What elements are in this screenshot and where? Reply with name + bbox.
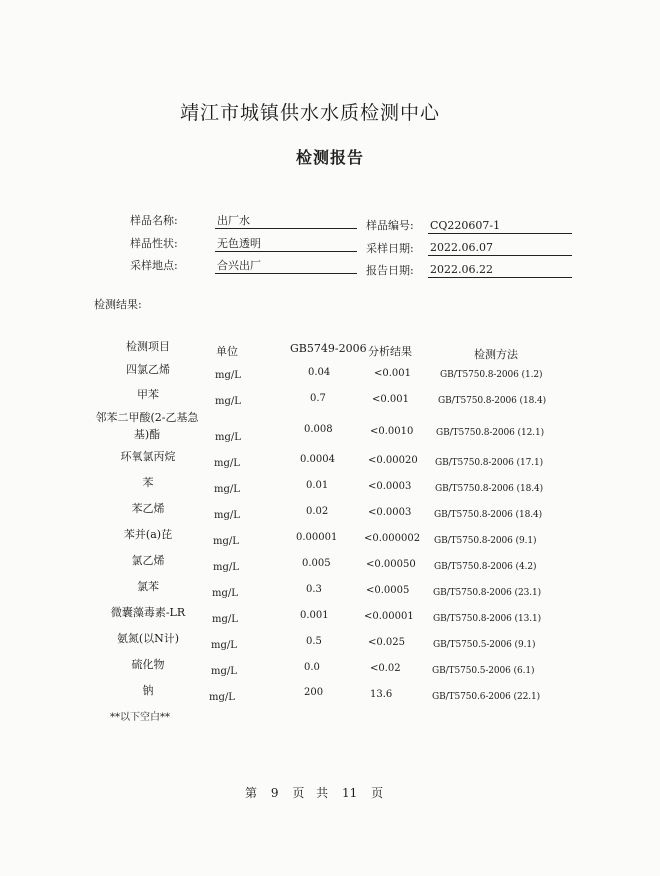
row-result: <0.00001: [364, 611, 414, 622]
row-item: 甲苯: [137, 388, 159, 401]
sample-location-label: 采样地点:: [130, 259, 178, 272]
page-footer: [245, 784, 383, 801]
end-note: **以下空白**: [110, 712, 170, 723]
row-method: GB/T5750.8-2006 (23.1): [433, 588, 541, 598]
row-result: 13.6: [370, 689, 393, 700]
sample-number-value: CQ220607-1: [428, 218, 572, 234]
row-result: <0.00050: [366, 559, 416, 570]
row-method: GB/T5750.8-2006 (18.4): [435, 484, 543, 494]
sample-name-value: 出厂水: [215, 213, 357, 229]
row-method: GB/T5750.5-2006 (9.1): [433, 640, 536, 650]
row-standard: 0.0: [304, 662, 320, 673]
sample-date-label: 采样日期:: [366, 242, 414, 255]
row-item: 钠: [142, 684, 154, 697]
column-result: 分析结果: [368, 345, 412, 358]
row-item: 苯并(a)芘: [123, 528, 173, 541]
column-standard: GB5749-2006: [290, 342, 367, 355]
row-item-continued: 基)酯: [133, 428, 161, 441]
row-unit: mg/L: [215, 370, 241, 381]
row-unit: mg/L: [214, 458, 240, 469]
row-item: 环氧氯丙烷: [120, 450, 176, 463]
row-method: GB/T5750.8-2006 (13.1): [433, 614, 541, 624]
row-standard: 200: [304, 687, 324, 698]
row-method: GB/T5750.8-2006 (1.2): [440, 370, 543, 380]
row-standard: 0.005: [302, 558, 331, 569]
total-pages: 11: [342, 786, 358, 800]
row-result: <0.0003: [368, 507, 412, 518]
report-date-label: 报告日期:: [366, 264, 414, 277]
row-method: GB/T5750.8-2006 (17.1): [435, 458, 543, 468]
row-method: GB/T5750.8-2006 (18.4): [438, 396, 546, 406]
row-result: <0.02: [370, 663, 401, 674]
sample-name-label: 样品名称:: [130, 214, 178, 227]
row-item: 邻苯二甲酸(2-乙基急: [95, 411, 199, 424]
row-method: GB/T5750.8-2006 (4.2): [434, 562, 537, 572]
row-item: 氨氮(以N计): [116, 632, 180, 645]
row-standard: 0.0004: [300, 454, 335, 465]
report-title: 检测报告: [295, 148, 364, 167]
page-number: 9: [270, 786, 279, 800]
row-standard: 0.008: [304, 424, 333, 435]
row-standard: 0.02: [306, 506, 329, 517]
row-unit: mg/L: [213, 536, 239, 547]
row-result: <0.025: [368, 637, 406, 648]
row-standard: 0.3: [306, 584, 322, 595]
sample-number-label: 样品编号:: [366, 219, 414, 232]
page-prefix: 第: [245, 786, 258, 800]
row-method: GB/T5750.8-2006 (12.1): [436, 428, 544, 438]
total-prefix: 共: [316, 786, 329, 800]
row-standard: 0.04: [308, 367, 331, 378]
row-result: <0.0003: [368, 481, 412, 492]
row-standard: 0.00001: [296, 532, 338, 543]
row-unit: mg/L: [214, 484, 240, 495]
row-standard: 0.5: [306, 636, 322, 647]
column-unit: 单位: [216, 345, 238, 358]
results-heading: 检测结果:: [94, 298, 142, 311]
column-method: 检测方法: [474, 348, 518, 361]
row-unit: mg/L: [215, 396, 241, 407]
row-unit: mg/L: [211, 666, 237, 677]
row-standard: 0.001: [300, 610, 329, 621]
row-unit: mg/L: [212, 588, 238, 599]
sample-property-value: 无色透明: [215, 236, 357, 252]
row-unit: mg/L: [214, 510, 240, 521]
row-unit: mg/L: [213, 562, 239, 573]
row-method: GB/T5750.5-2006 (6.1): [432, 666, 535, 676]
row-item: 苯: [142, 476, 154, 489]
row-result: <0.0005: [366, 585, 410, 596]
sample-property-label: 样品性状:: [130, 237, 178, 250]
row-item: 氯乙烯: [131, 554, 165, 567]
row-standard: 0.01: [306, 480, 329, 491]
row-item: 微囊藻毒素-LR: [110, 606, 186, 619]
row-result: <0.001: [372, 394, 410, 405]
sample-location-value: 合兴出厂: [215, 258, 357, 274]
row-item: 硫化物: [131, 658, 165, 671]
row-unit: mg/L: [211, 640, 237, 651]
total-unit: 页: [371, 786, 384, 800]
row-item: 苯乙烯: [131, 502, 165, 515]
sample-date-value: 2022.06.07: [428, 240, 572, 256]
row-item: 四氯乙烯: [126, 363, 170, 376]
column-item: 检测项目: [126, 340, 170, 353]
row-unit: mg/L: [215, 432, 241, 443]
row-standard: 0.7: [310, 393, 326, 404]
row-method: GB/T5750.6-2006 (22.1): [432, 692, 540, 702]
row-result: <0.000002: [364, 533, 421, 544]
row-item: 氯苯: [137, 580, 159, 593]
row-unit: mg/L: [212, 614, 238, 625]
row-result: <0.001: [374, 368, 412, 379]
row-result: <0.0010: [370, 426, 414, 437]
organization-name: 靖江市城镇供水水质检测中心: [179, 102, 440, 124]
page-unit: 页: [292, 786, 305, 800]
row-unit: mg/L: [209, 692, 235, 703]
row-method: GB/T5750.8-2006 (9.1): [434, 536, 537, 546]
report-date-value: 2022.06.22: [428, 262, 572, 278]
row-method: GB/T5750.8-2006 (18.4): [434, 510, 542, 520]
row-result: <0.00020: [368, 455, 418, 466]
